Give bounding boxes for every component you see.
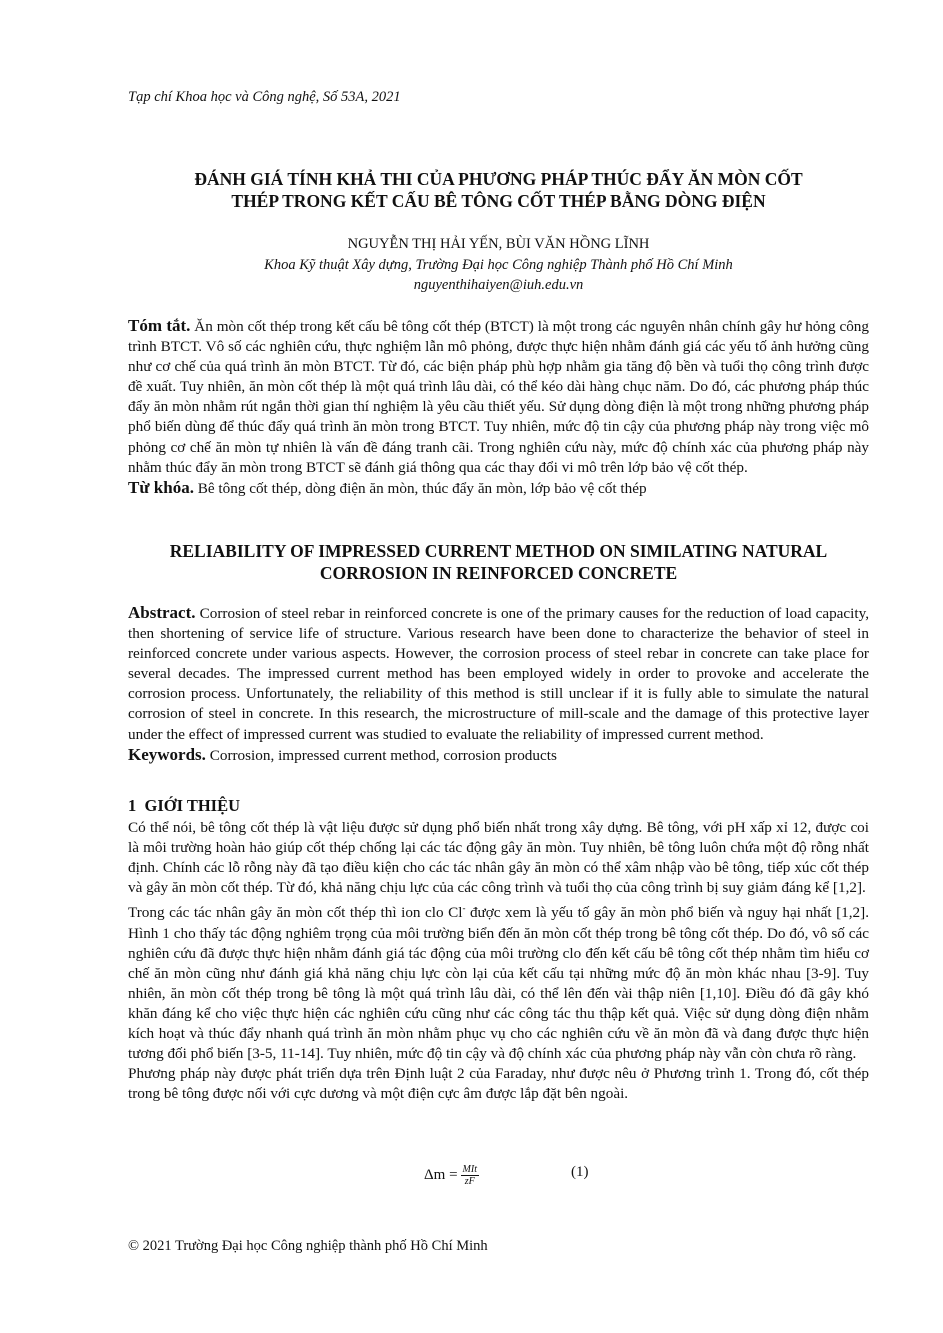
affiliation: Khoa Kỹ thuật Xây dựng, Trường Đại học Công nghiệp Thành phố Hồ Chí Minh: [264, 256, 733, 273]
section-heading: [128, 796, 869, 816]
keywords-vn-label: Từ khóa.: [128, 477, 194, 497]
title-line: ĐÁNH GIÁ TÍNH KHẢ THI CỦA PHƯƠNG PHÁP THÚC ĐẨY ĂN MÒN CỐT: [194, 169, 803, 189]
keywords-en-text: Corrosion, impressed current method, corrosion products: [205, 746, 557, 764]
authors: NGUYỄN THỊ HẢI YẾN, BÙI VĂN HỒNG LĨNH: [347, 236, 650, 252]
title-line: THÉP TRONG KẾT CẤU BÊ TÔNG CỐT THÉP BẰNG DÒNG ĐIỆN: [231, 191, 766, 211]
abstract-vn-label: Tóm tắt.: [128, 316, 191, 335]
section-title: GIỚI THIỆU: [144, 796, 241, 815]
text: được xem là yếu tố gây ăn mòn phổ biến và nguy hại nhất [1,2]. Hình 1 cho thấy tác động nghiêm trọng của môi trường biển đến ăn mòn cốt thép trong bê tông cốt thép. Do đó, vô số các nghiên cứu đã được thực hiện nhằm đánh giá tác động của môi trường clo đến kết cấu bê tông cốt thép nhằm tìm hiểu cơ chế ăn mòn cũng như đánh giá khả năng chịu lực còn lại của kết cấu tại những mức độ ăn mòn khác nhau [3-9]. Tuy nhiên, ăn mòn cốt thép trong bê tông là một quá trình lâu dài, có thể lên đến vài thập niên [1,10]. Điều đó đã gây khó khăn đáng kể cho việc thực hiện các nghiên cứu cũng như các công tác thu thập kết quả. Việc sử dụng dòng điện nhằm kích hoạt và thúc đẩy nhanh quá trình ăn mòn nhằm phục vụ cho các nghiên cứu về ăn mòn đã và đang được thực hiện tương đối phổ biến [3-5, 11-14]. Tuy nhiên, mức độ tin cậy và độ chính xác của phương pháp này vẫn còn chưa rõ ràng.: [128, 904, 869, 1063]
equation-1: [424, 1164, 943, 1187]
paper-title-vn: [118, 168, 879, 212]
abstract-vn: [128, 316, 869, 499]
section-number: 1: [128, 796, 137, 815]
equation-lhs: Δm =: [424, 1166, 458, 1183]
paragraph: Có thể nói, bê tông cốt thép là vật liệu được sử dụng phổ biến nhất trong xây dựng. Bê tông, với pH xấp xỉ 12, được coi là môi trường hoàn hảo giúp cốt thép chống lại các tác động gây ăn mòn. Tuy nhiên, bê tông luôn chứa một độ rỗng nhất định. Chính các lỗ rỗng này đã tạo điều kiện cho các tác nhân gây ăn mòn có thể xâm nhập vào bê tông, tiếp xúc cốt thép và gây ăn mòn cốt thép. Từ đó, khả năng chịu lực của các công trình và tuổi thọ của công trình bị suy giảm đáng kể [1,2].: [128, 819, 869, 897]
equation-number: (1): [571, 1164, 589, 1180]
title-line: CORROSION IN REINFORCED CONCRETE: [319, 563, 678, 583]
text: Trong các tác nhân gây ăn mòn cốt thép thì ion clo Cl: [128, 904, 463, 922]
paragraph: [128, 898, 869, 1064]
abstract-en: [128, 603, 869, 766]
abstract-vn-text: Ăn mòn cốt thép trong kết cấu bê tông cốt thép (BTCT) là một trong các nguyên nhân chính gây hư hỏng công trình BTCT. Vô số các nghiên cứu, thực nghiệm lẫn mô phỏng, được thực hiện nhằm đánh giá các yếu tố ảnh hưởng cũng như cơ chế của quá trình ăn mòn BTCT. Từ đó, các biện pháp phù hợp nhằm gia tăng độ bền và tuổi thọ công trình được đề xuất. Tuy nhiên, ăn mòn cốt thép là một quá trình lâu dài, có thể kéo dài hàng chục năm. Do đó, các phương pháp thúc đẩy ăn mòn nhằm rút ngắn thời gian thí nghiệm là yêu cầu thiết yếu. Sử dụng dòng điện là một trong những phương pháp phổ biến dùng để thúc đẩy quá trình ăn mòn trong BTCT. Tuy nhiên, mức độ tin cậy của phương pháp này trong việc mô phỏng cơ chế ăn mòn tự nhiên là vấn đề đáng tranh cãi. Trong nghiên cứu này, mức độ chính xác của phương pháp này nhằm thúc đẩy ăn mòn trong BTCT sẽ đánh giá thông qua các thay đổi vi mô trên lớp bảo vệ cốt thép.: [128, 318, 869, 476]
abstract-en-label: Abstract.: [128, 603, 196, 622]
title-line: RELIABILITY OF IMPRESSED CURRENT METHOD ON SIMILATING NATURAL: [169, 541, 828, 561]
footer-copyright: © 2021 Trường Đại học Công nghiệp thành phố Hồ Chí Minh: [128, 1238, 488, 1254]
author-block: [128, 234, 869, 296]
email: nguyenthihaiyen@iuh.edu.vn: [413, 277, 584, 293]
paper-title-en: [118, 540, 879, 584]
introduction-body: [128, 818, 869, 1104]
numerator: MIt: [462, 1164, 477, 1175]
abstract-en-text: Corrosion of steel rebar in reinforced concrete is one of the primary causes for the reduction of load capacity, then shortening of service life of structure. Various research have been done to characterize the behavior of steel in reinforced concrete under various aspects. However, the corrosion process of steel rebar in concrete can take place for several decades. The impressed current method has been employed widely in order to provoke and accelerate the corrosion process. Unfortunately, the reliability of this method is still unclear if it is fully able to simulate the natural corrosion of steel in concrete. In this research, the microstructure of mill-scale and the damage of this protective layer under the effect of impressed current was studied to evaluate the reliability of impressed current method.: [128, 605, 869, 743]
equation-fraction: [461, 1164, 479, 1187]
keywords-vn-text: Bê tông cốt thép, dòng điện ăn mòn, thúc đẩy ăn mòn, lớp bảo vệ cốt thép: [193, 479, 647, 497]
keywords-en-label: Keywords.: [128, 744, 206, 764]
denominator: zF: [464, 1176, 475, 1187]
paragraph: Phương pháp này được phát triển dựa trên Định luật 2 của Faraday, như được nêu ở Phương trình 1. Trong đó, cốt thép trong bê tông được nối với cực dương và một điện cực âm được lắp đặt bên ngoài.: [128, 1065, 869, 1103]
journal-header: Tạp chí Khoa học và Công nghệ, Số 53A, 2021: [128, 89, 401, 105]
superscript: -: [462, 903, 466, 914]
